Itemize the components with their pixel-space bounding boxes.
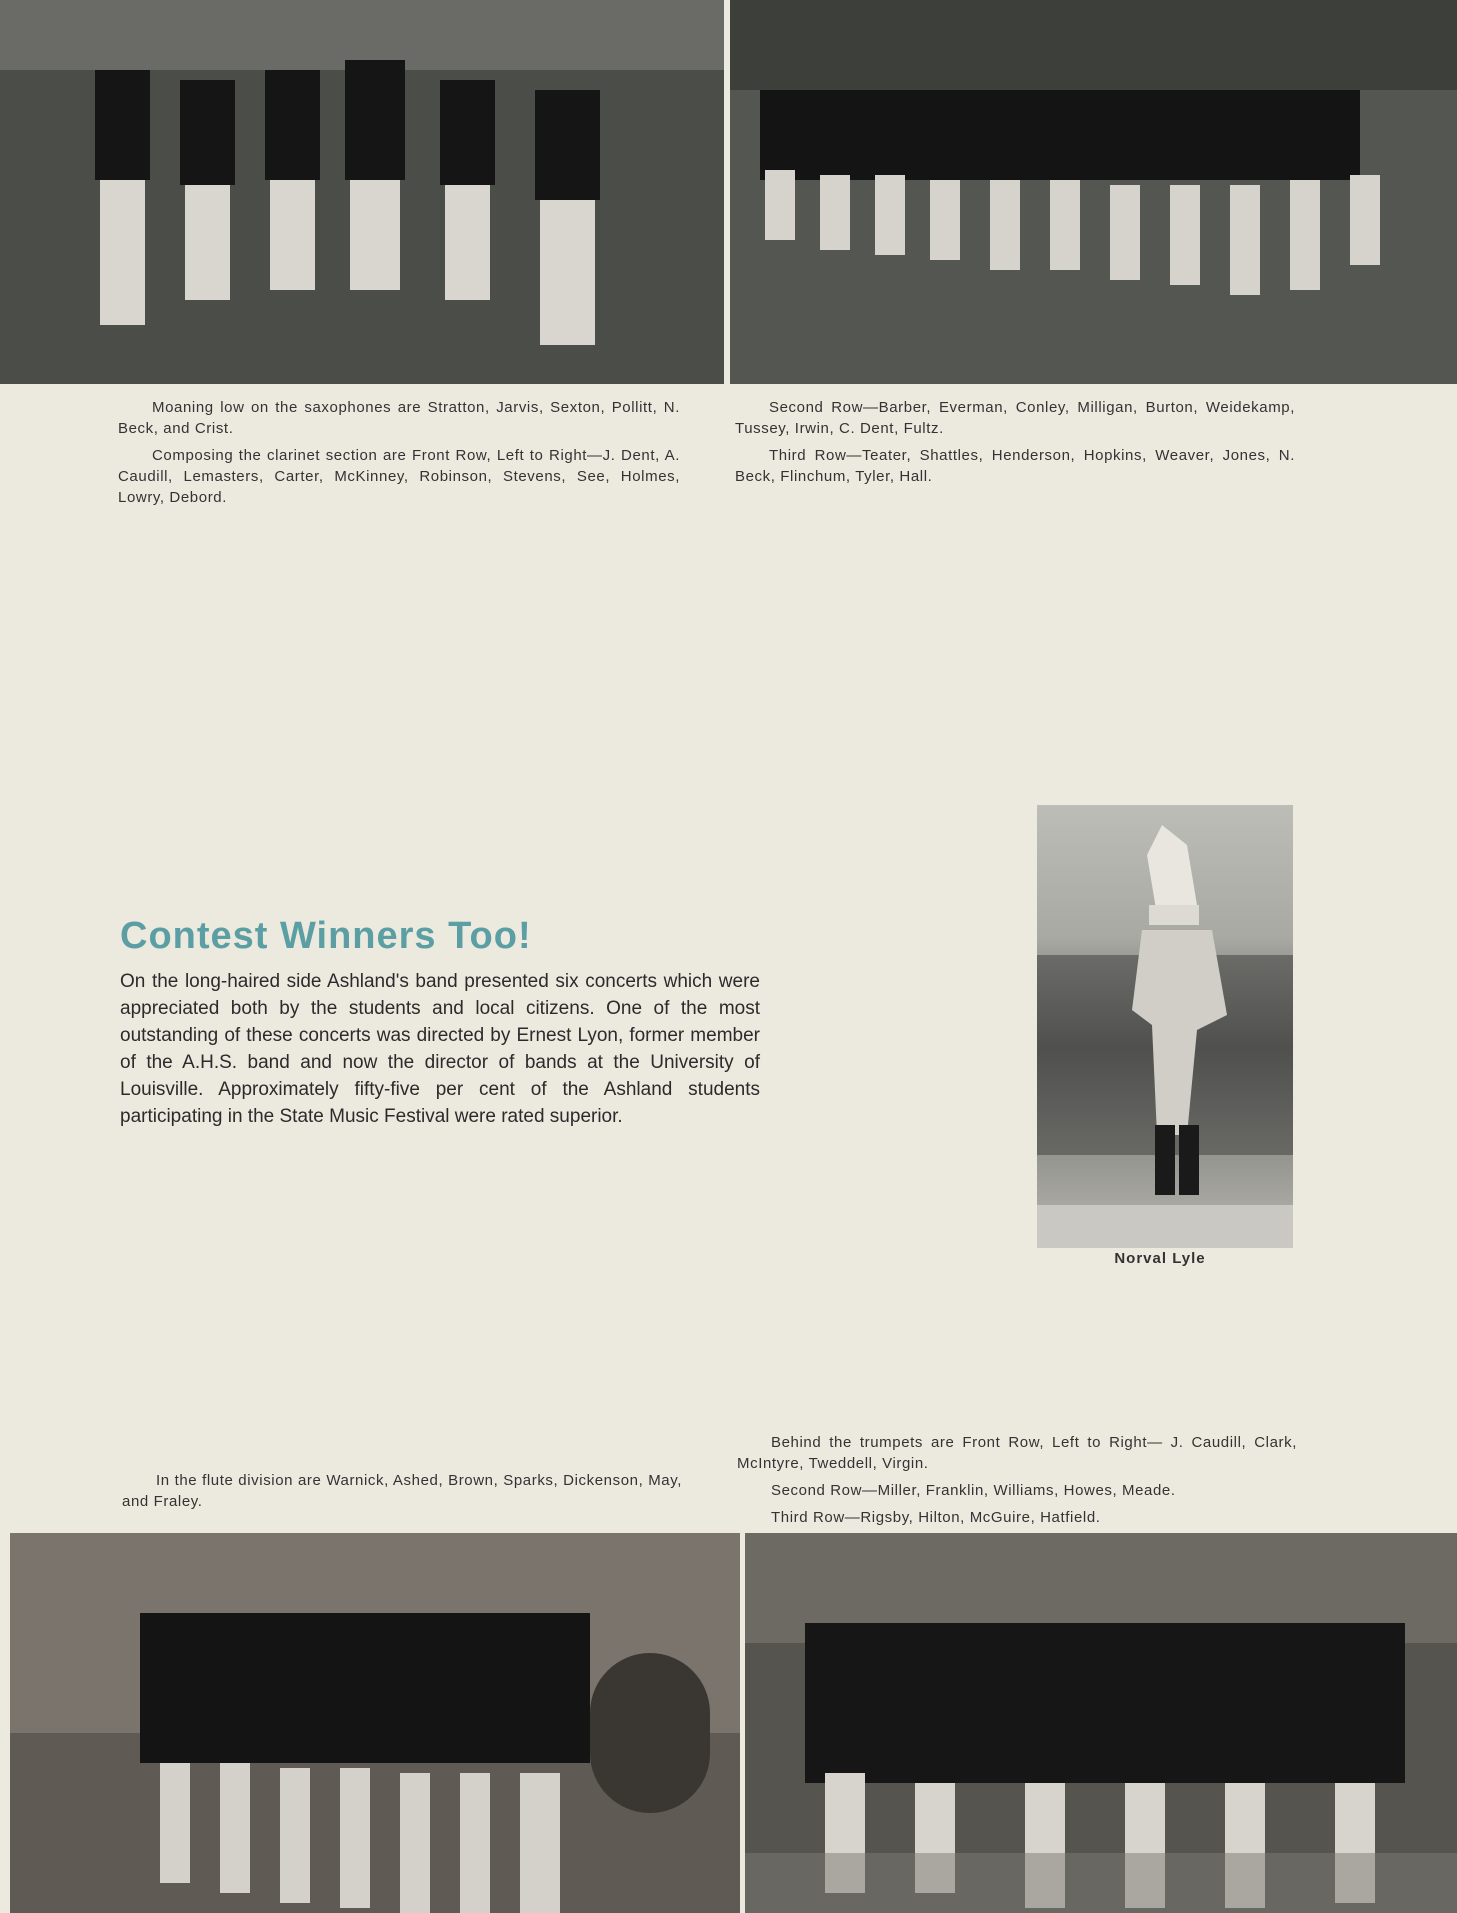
clarinet-third-row-caption: Third Row—Teater, Shattles, Henderson, Hopkins, Weaver, Jones, N. Beck, Flinchum, Tyler, Hall. <box>735 447 1295 485</box>
clarinet-section-photo <box>730 0 1457 384</box>
drum-major-name: Norval Lyle <box>1114 1250 1206 1267</box>
flute-section-photo <box>10 1533 740 1913</box>
flute-caption-text: In the flute division are Warnick, Ashed, Brown, Sparks, Dickenson, May, and Fraley. <box>122 1472 682 1510</box>
saxophone-section-photo <box>0 0 724 384</box>
article-body: On the long-haired side Ashland's band presented six concerts which were appreciated both by the students and local citizens. One of the most outstanding of these concerts was directed by Ernest Lyon, former member of the A.H.S. band and now the director of bands at the University of Louisville. Approximately fifty-five per cent of the Ashland students participating in the State Music Festival were rated superior. <box>120 971 760 1127</box>
clarinet-second-row-caption: Second Row—Barber, Everman, Conley, Milligan, Burton, Weidekamp, Tussey, Irwin, C. Dent, Fultz. <box>735 399 1295 437</box>
flute-caption <box>122 1470 682 1518</box>
trumpet-section-photo <box>745 1533 1457 1913</box>
saxophone-caption-text: Moaning low on the saxophones are Stratton, Jarvis, Sexton, Pollitt, N. Beck, and Crist. <box>118 399 680 437</box>
trumpet-caption <box>737 1432 1297 1534</box>
article-headline: Contest Winners Too! <box>120 915 532 957</box>
clarinet-front-row-caption: Composing the clarinet section are Front Row, Left to Right—J. Dent, A. Caudill, Lemasters, Carter, McKinney, Robinson, Stevens, See, Holmes, Lowry, Debord. <box>118 447 680 506</box>
trumpet-second-row-caption: Second Row—Miller, Franklin, Williams, Howes, Meade. <box>771 1482 1176 1499</box>
trumpet-third-row-caption: Third Row—Rigsby, Hilton, McGuire, Hatfield. <box>771 1509 1101 1526</box>
drum-major-portrait <box>1037 805 1293 1248</box>
clarinet-rows-caption <box>735 397 1295 493</box>
saxophone-caption <box>118 397 680 514</box>
trumpet-front-row-caption: Behind the trumpets are Front Row, Left to Right— J. Caudill, Clark, McIntyre, Tweddell, Virgin. <box>737 1434 1297 1472</box>
